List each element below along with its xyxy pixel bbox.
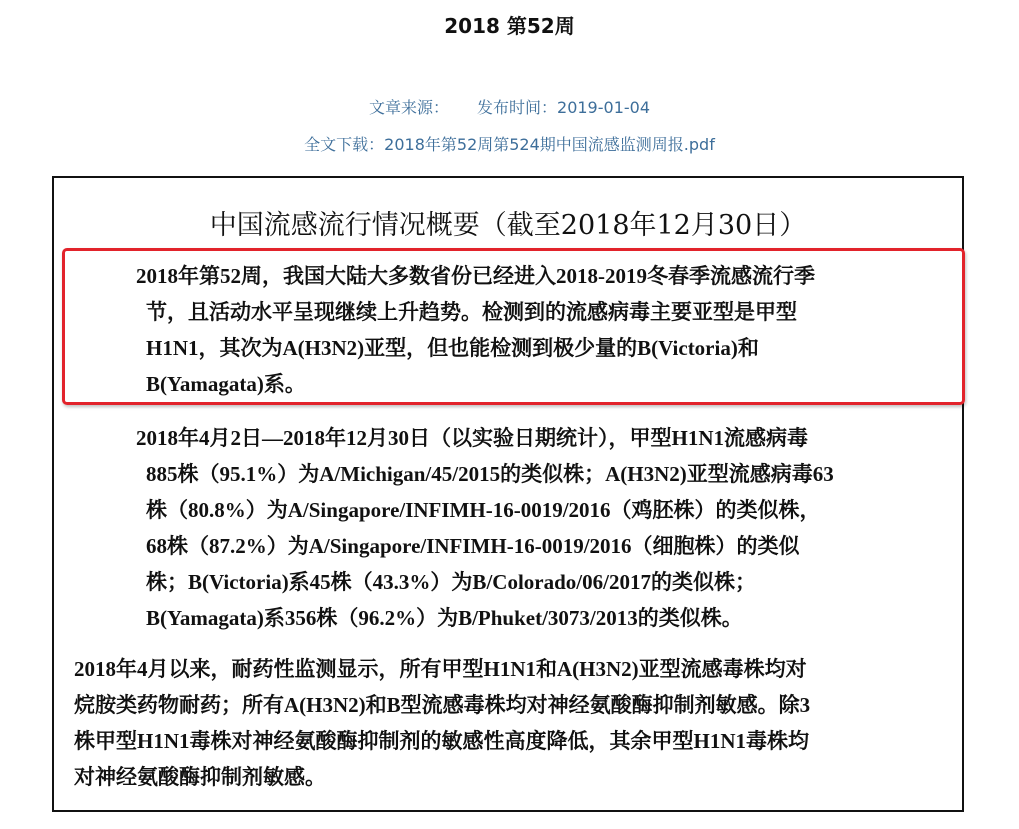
report-paragraph-1	[136, 258, 815, 402]
download-link[interactable]: 2018年第52周第524期中国流感监测周报.pdf	[384, 135, 715, 154]
source-label: 文章来源：	[368, 98, 449, 117]
report-title: 中国流感流行情况概要（截至2018年12月30日）	[209, 210, 807, 241]
paragraph-line: 68株（87.2%）为A/Singapore/INFIMH-16-0019/2016（细胞株）的类似	[146, 534, 800, 558]
paragraph-line: 节，且活动水平呈现继续上升趋势。检测到的流感病毒主要亚型是甲型	[146, 300, 797, 324]
page-title: 2018 第52周	[444, 14, 575, 38]
report-paragraph-3	[74, 651, 810, 795]
paragraph-line: 885株（95.1%）为A/Michigan/45/2015的类似株；A(H3N2)亚型流感病毒63	[146, 462, 834, 486]
paragraph-line: 株；B(Victoria)系45株（43.3%）为B/Colorado/06/2017的类似株；	[146, 570, 756, 594]
paragraph-line: 烷胺类药物耐药；所有A(H3N2)和B型流感毒株均对神经氨酸酶抑制剂敏感。除3	[74, 693, 811, 717]
paragraph-line: 2018年4月2日—2018年12月30日（以实验日期统计），甲型H1N1流感病毒	[136, 426, 808, 450]
report-paragraph-2	[136, 420, 834, 636]
download-row	[0, 132, 1019, 155]
paragraph-line: 对神经氨酸酶抑制剂敏感。	[74, 765, 326, 789]
publish-date-value: 2019-01-04	[557, 98, 650, 117]
download-label: 全文下载：	[304, 135, 385, 154]
publish-date-label: 发布时间：	[477, 98, 558, 117]
article-meta	[0, 95, 1019, 118]
paragraph-line: 2018年4月以来，耐药性监测显示，所有甲型H1N1和A(H3N2)亚型流感毒株均对	[74, 657, 807, 681]
paragraph-line: B(Yamagata)系。	[146, 372, 306, 396]
paragraph-line: H1N1，其次为A(H3N2)亚型，但也能检测到极少量的B(Victoria)和	[146, 336, 759, 360]
paragraph-line: B(Yamagata)系356株（96.2%）为B/Phuket/3073/2013的类似株。	[146, 606, 743, 630]
paragraph-line: 株（80.8%）为A/Singapore/INFIMH-16-0019/2016（鸡胚株）的类似株，	[146, 498, 821, 522]
report-image	[52, 176, 964, 812]
paragraph-line: 株甲型H1N1毒株对神经氨酸酶抑制剂的敏感性高度降低，其余甲型H1N1毒株均	[74, 729, 809, 753]
paragraph-line: 2018年第52周，我国大陆大多数省份已经进入2018-2019冬春季流感流行季	[136, 264, 815, 288]
